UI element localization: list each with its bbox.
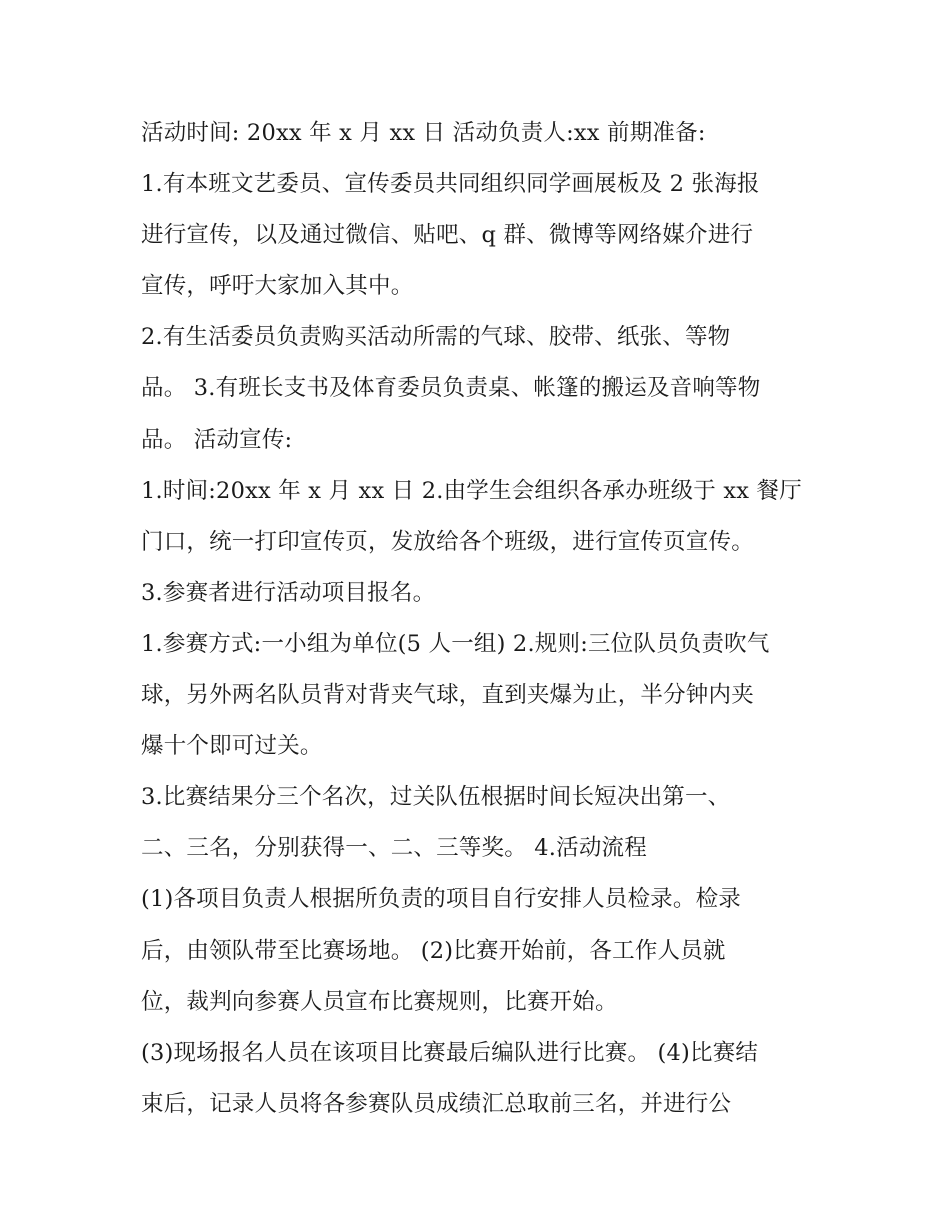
text-line: 位，裁判向参赛人员宣布比赛规则，比赛开始。 <box>141 988 618 1015</box>
text-line: 爆十个即可过关。 <box>141 733 323 760</box>
text-line: (3)现场报名人员在该项目比赛最后编队进行比赛。 (4)比赛结 <box>141 1039 759 1066</box>
text-line: 球，另外两名队员背对背夹气球，直到夹爆为止，半分钟内夹 <box>141 682 754 709</box>
text-line: 进行宣传，以及通过微信、贴吧、q 群、微博等网络媒介进行 <box>141 222 754 249</box>
text-line: 3.比赛结果分三个名次，过关队伍根据时间长短决出第一、 <box>141 784 731 811</box>
document-body <box>141 108 821 1130</box>
text-line: (1)各项目负责人根据所负责的项目自行安排人员检录。检录 <box>141 886 741 913</box>
text-line: 后，由领队带至比赛场地。 (2)比赛开始前，各工作人员就 <box>141 937 726 964</box>
text-line: 门口，统一打印宣传页，发放给各个班级，进行宣传页宣传。 <box>141 528 754 555</box>
text-line: 1.时间:20xx 年 x 月 xx 日 2.由学生会组织各承办班级于 xx 餐厅 <box>141 477 802 504</box>
text-line: 品。 3.有班长支书及体育委员负责桌、帐篷的搬运及音响等物 <box>141 375 761 402</box>
text-line: 1.参赛方式:一小组为单位(5 人一组) 2.规则:三位队员负责吹气 <box>141 630 770 657</box>
text-line: 2.有生活委员负责购买活动所需的气球、胶带、纸张、等物 <box>141 324 731 351</box>
text-line: 束后，记录人员将各参赛队员成绩汇总取前三名，并进行公 <box>141 1090 732 1117</box>
text-line: 宣传，呼吁大家加入其中。 <box>141 273 414 300</box>
text-line: 1.有本班文艺委员、宣传委员共同组织同学画展板及 2 张海报 <box>141 171 760 198</box>
text-line: 二、三名，分别获得一、二、三等奖。 4.活动流程 <box>141 835 647 862</box>
text-line: 活动时间: 20xx 年 x 月 xx 日 活动负责人:xx 前期准备: <box>141 120 706 146</box>
text-line: 3.参赛者进行活动项目报名。 <box>141 579 436 606</box>
text-line: 品。 活动宣传: <box>141 426 293 453</box>
